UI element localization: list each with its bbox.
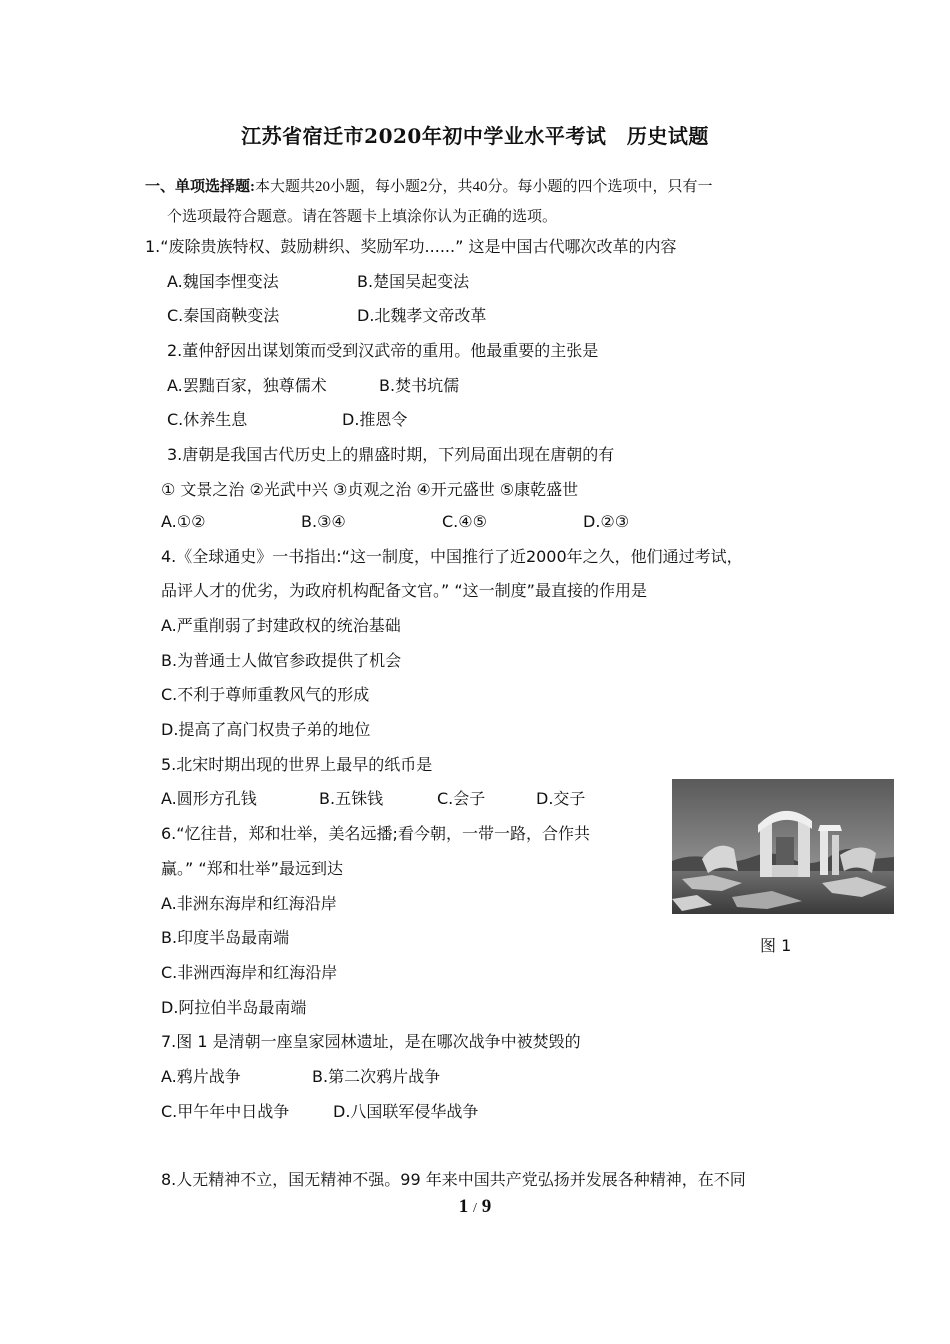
q4-option-b: B.为普通士人做官参政提供了机会 — [161, 651, 402, 670]
q7-stem: 7.图 1 是清朝一座皇家园林遗址，是在哪次战争中被焚毁的 — [161, 1032, 581, 1051]
q7-option-b: B.第二次鸦片战争 — [312, 1067, 441, 1086]
q3-option-b: B.③④ — [301, 512, 346, 531]
q2-stem: 2.董仲舒因出谋划策而受到汉武帝的重用。他最重要的主张是 — [167, 341, 599, 360]
q4-option-a: A.严重削弱了封建政权的统治基础 — [161, 616, 401, 635]
figure-caption: 图 1 — [760, 936, 792, 955]
q1-option-a: A.魏国李悝变法 — [167, 272, 279, 291]
q1-option-d: D.北魏孝文帝改革 — [357, 306, 487, 325]
q1-option-b: B.楚国吴起变法 — [357, 272, 470, 291]
page-current: 1 — [458, 1196, 469, 1217]
page-total: 9 — [481, 1196, 492, 1217]
q7-option-d: D.八国联军侵华战争 — [333, 1102, 479, 1121]
section-instructions — [145, 172, 810, 232]
q3-option-a: A.①② — [161, 512, 206, 531]
q5-option-a: A.圆形方孔钱 — [161, 789, 257, 808]
q6-stem-line-2: 赢。” “郑和壮举”最远到达 — [161, 859, 343, 878]
q2-option-b: B.焚书坑儒 — [379, 376, 460, 395]
q4-stem-line-1: 4.《全球通史》一书指出:“这一制度，中国推行了近2000年之久，他们通过考试， — [161, 547, 743, 566]
page-title: 江苏省宿迁市2020年初中学业水平考试 历史试题 — [241, 124, 709, 148]
page-separator: / — [473, 1201, 477, 1216]
ruins-photo-image — [672, 779, 894, 914]
section-text-1: 本大题共20小题，每小题2分，共40分。每小题的四个选项中，只有一 — [255, 179, 713, 195]
q2-option-d: D.推恩令 — [342, 410, 408, 429]
q6-option-c: C.非洲西海岸和红海沿岸 — [161, 963, 338, 982]
q3-option-c: C.④⑤ — [442, 512, 487, 531]
q6-stem-line-1: 6.“忆往昔，郑和壮举，美名远播;看今朝，一带一路，合作共 — [161, 824, 590, 843]
q1-option-c: C.秦国商鞅变法 — [167, 306, 280, 325]
q8-stem: 8.人无精神不立，国无精神不强。99 年来中国共产党弘扬并发展各种精神，在不同 — [161, 1170, 746, 1189]
q6-option-d: D.阿拉伯半岛最南端 — [161, 998, 307, 1017]
q5-option-b: B.五铢钱 — [319, 789, 384, 808]
section-text-2: 个选项最符合题意。请在答题卡上填涂你认为正确的选项。 — [167, 209, 558, 225]
page-number — [0, 1196, 950, 1218]
q5-option-d: D.交子 — [536, 789, 586, 808]
q6-option-b: B.印度半岛最南端 — [161, 928, 290, 947]
q4-option-d: D.提高了高门权贵子弟的地位 — [161, 720, 371, 739]
section-label: 一、单项选择题: — [145, 179, 255, 195]
ruins-photo — [672, 779, 894, 914]
q4-option-c: C.不利于尊师重教风气的形成 — [161, 685, 370, 704]
q5-option-c: C.会子 — [437, 789, 486, 808]
q1-stem: 1.“废除贵族特权、鼓励耕织、奖励军功......” 这是中国古代哪次改革的内容 — [145, 237, 677, 256]
q3-stem: 3.唐朝是我国古代历史上的鼎盛时期，下列局面出现在唐朝的有 — [167, 445, 615, 464]
q2-option-a: A.罢黜百家，独尊儒术 — [167, 376, 327, 395]
q3-option-d: D.②③ — [583, 512, 630, 531]
q5-stem: 5.北宋时期出现的世界上最早的纸币是 — [161, 755, 433, 774]
q3-items: ① 文景之治 ②光武中兴 ③贞观之治 ④开元盛世 ⑤康乾盛世 — [161, 480, 579, 499]
q4-stem-line-2: 品评人才的优劣，为政府机构配备文官。” “这一制度”最直接的作用是 — [161, 581, 647, 600]
q7-option-a: A.鸦片战争 — [161, 1067, 241, 1086]
q2-option-c: C.休养生息 — [167, 410, 248, 429]
q6-option-a: A.非洲东海岸和红海沿岸 — [161, 894, 337, 913]
q7-option-c: C.甲午年中日战争 — [161, 1102, 290, 1121]
